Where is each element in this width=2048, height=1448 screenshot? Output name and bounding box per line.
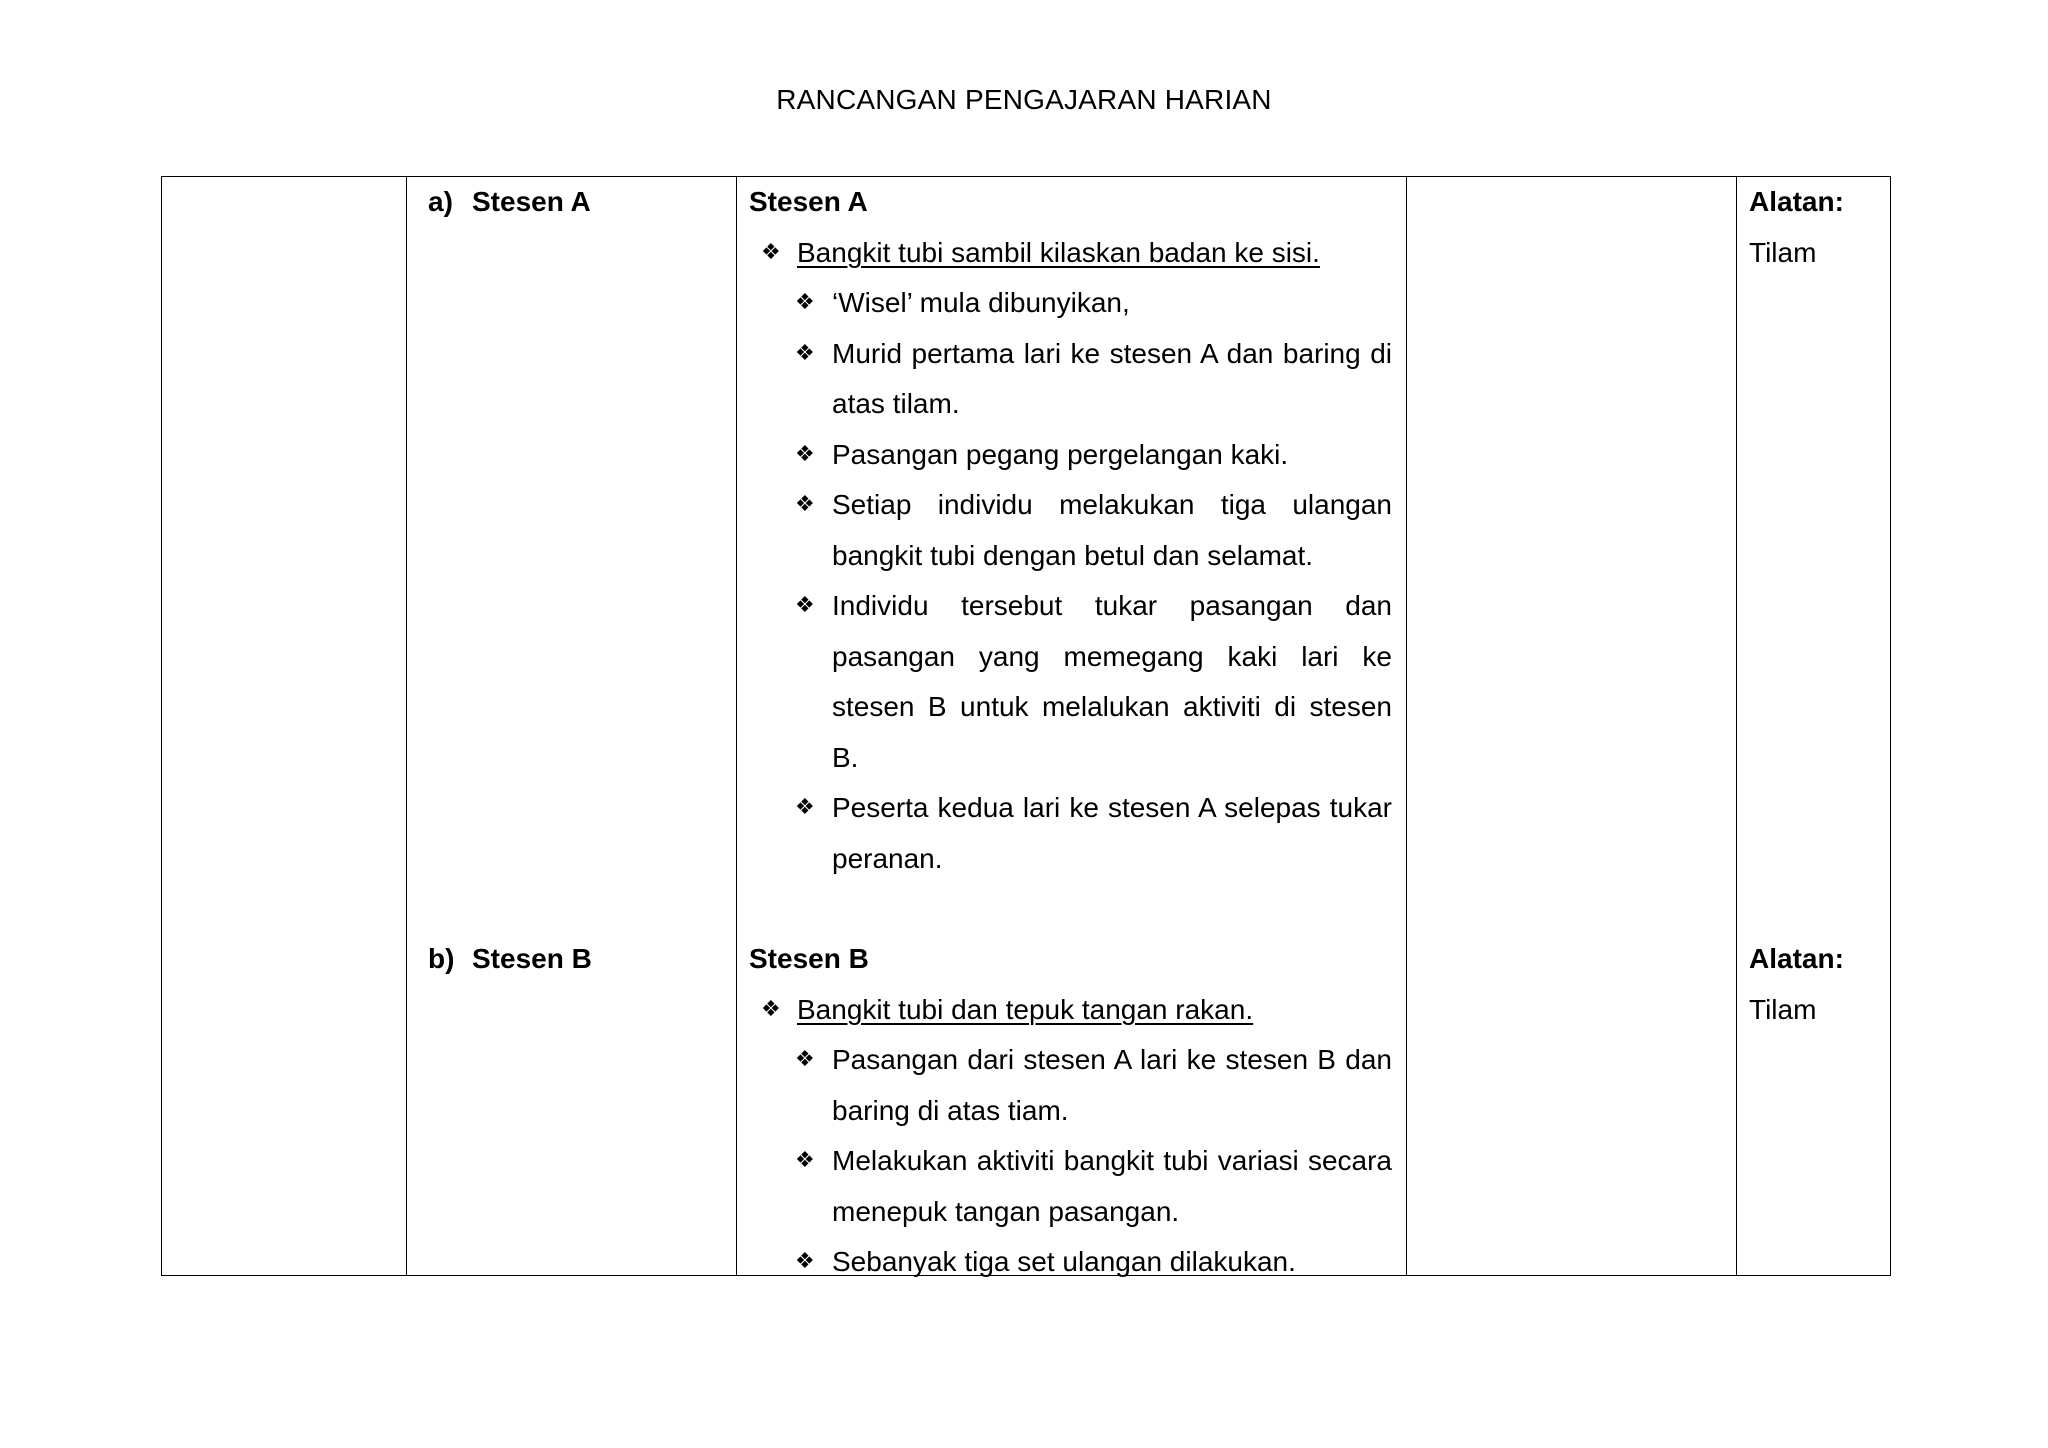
list-item-text: Individu tersebut tukar pasangan dan pasangan yang memegang kaki lari ke stesen B untuk melalukan aktiviti di stesen B. <box>832 590 1392 773</box>
column-tools <box>1737 177 1891 1276</box>
tools-item: Tilam <box>1749 993 1817 1025</box>
table-row <box>162 177 1891 1276</box>
list-item-text: Pasangan pegang pergelangan kaki. <box>832 438 1289 470</box>
list-item <box>737 278 1406 329</box>
diamond-bullet-icon: ❖ <box>761 239 781 265</box>
diamond-bullet-icon: ❖ <box>761 996 781 1022</box>
diamond-bullet-icon: ❖ <box>795 492 815 517</box>
list-item-text: Pasangan dari stesen A lari ke stesen B dan baring di atas tiam. <box>832 1044 1392 1126</box>
column-activities <box>737 177 1407 1276</box>
column-notes <box>1407 177 1737 1276</box>
list-item <box>737 480 1406 581</box>
station-a-activity-heading: Stesen A <box>749 186 868 217</box>
station-a-activity <box>737 177 1406 884</box>
diamond-bullet-icon: ❖ <box>795 1047 815 1072</box>
list-item <box>737 329 1406 430</box>
tools-heading: Alatan: <box>1749 186 1844 217</box>
station-a-name: Stesen A <box>472 186 591 217</box>
list-item <box>737 1237 1406 1288</box>
lesson-plan-table <box>161 176 1891 1276</box>
list-item-text: Murid pertama lari ke stesen A dan baring di atas tilam. <box>832 337 1392 419</box>
list-item <box>737 783 1406 884</box>
list-item-text: Peserta kedua lari ke stesen A selepas tukar peranan. <box>832 792 1392 874</box>
list-item <box>737 430 1406 481</box>
diamond-bullet-icon: ❖ <box>795 1148 815 1173</box>
diamond-bullet-icon: ❖ <box>795 593 815 618</box>
column-station-labels <box>407 177 737 1276</box>
list-item <box>737 581 1406 783</box>
station-b-name: Stesen B <box>472 943 592 974</box>
diamond-bullet-icon: ❖ <box>795 340 815 366</box>
station-b-label <box>407 934 736 985</box>
diamond-bullet-icon: ❖ <box>795 795 815 820</box>
diamond-bullet-icon: ❖ <box>795 1249 815 1274</box>
station-b-main-point-text: Bangkit tubi dan tepuk tangan rakan. <box>797 993 1254 1025</box>
diamond-bullet-icon: ❖ <box>795 290 815 315</box>
list-item-text: ‘Wisel’ mula dibunyikan, <box>832 287 1130 318</box>
station-a-main-point-text: Bangkit tubi sambil kilaskan badan ke sisi. <box>797 236 1320 268</box>
list-item-text: Setiap individu melakukan tiga ulangan bangkit tubi dengan betul dan selamat. <box>832 489 1392 571</box>
list-item <box>737 1035 1406 1136</box>
station-a-label <box>407 177 736 228</box>
station-b-letter: b) <box>428 943 455 974</box>
station-b-tools <box>1737 934 1890 1035</box>
list-item-text: Sebanyak tiga set ulangan dilakukan. <box>832 1246 1296 1277</box>
station-a-main-point <box>737 228 1406 279</box>
station-a-tools <box>1737 177 1890 278</box>
station-b-main-point <box>737 985 1406 1036</box>
list-item <box>737 1136 1406 1237</box>
tools-item: Tilam <box>1749 236 1817 268</box>
list-item-text: Melakukan aktiviti bangkit tubi variasi secara menepuk tangan pasangan. <box>832 1145 1392 1227</box>
tools-heading: Alatan: <box>1749 943 1844 974</box>
column-time <box>162 177 407 1276</box>
station-b-activity <box>737 934 1406 1288</box>
page-title: RANCANGAN PENGAJARAN HARIAN <box>776 84 1272 115</box>
diamond-bullet-icon: ❖ <box>795 441 815 467</box>
station-b-activity-heading: Stesen B <box>749 943 869 974</box>
station-a-letter: a) <box>428 186 453 217</box>
